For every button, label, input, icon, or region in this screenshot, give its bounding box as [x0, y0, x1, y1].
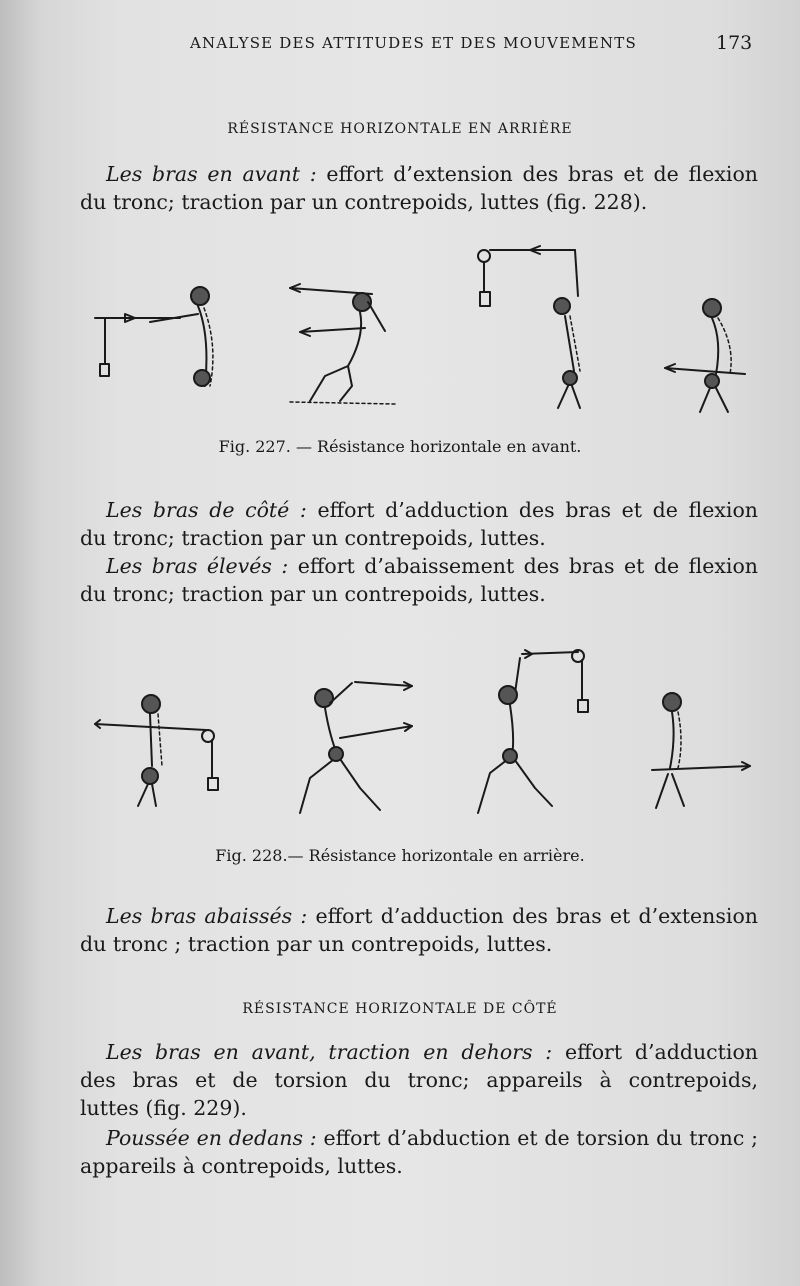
paragraph-line: Les bras en avant, traction en dehors : effort d’adduction: [106, 1040, 758, 1064]
figure-228-man-2: [300, 682, 412, 813]
figure-227-illustration: [0, 236, 800, 426]
figure-227-man-2: [290, 284, 395, 404]
section-title-arriere: RÉSISTANCE HORIZONTALE EN ARRIÈRE: [227, 121, 573, 137]
figure-228-illustration: [0, 638, 800, 828]
figure-227-caption: Fig. 227. — Résistance horizontale en avant.: [218, 437, 582, 456]
paragraph-bras-eleves: [80, 552, 758, 608]
paragraph-line: Les bras en avant : effort d’extension des bras et de flexion: [106, 162, 759, 186]
figure-228-man-3: [478, 650, 588, 813]
paragraph-line: des bras et de torsion du tronc; appareils à contrepoids,: [80, 1068, 758, 1092]
figure-227-man-3: [478, 246, 580, 408]
figure-228-man-4: [652, 693, 750, 808]
paragraph-line: Les bras de côté : effort d’adduction des bras et de flexion: [106, 498, 758, 522]
paragraph-line: appareils à contrepoids, luttes.: [80, 1154, 403, 1178]
paragraph-line: du tronc; traction par un contrepoids, luttes.: [80, 526, 546, 550]
paragraph-bras-de-cote: [80, 496, 758, 552]
paragraph-line: luttes (fig. 229).: [80, 1096, 247, 1120]
paragraph-line: du tronc ; traction par un contrepoids, luttes.: [80, 932, 553, 956]
paragraph-line: Les bras élevés : effort d’abaissement des bras et de flexion: [106, 554, 758, 578]
page-number: 173: [716, 32, 753, 54]
paragraph-bras-abaisses: [80, 902, 758, 958]
running-header: ANALYSE DES ATTITUDES ET DES MOUVEMENTS: [190, 34, 637, 52]
figure-228-man-1: [95, 695, 218, 806]
figure-227-man-4: [665, 299, 745, 412]
paragraph-line: Poussée en dedans : effort d’abduction et de torsion du tronc ;: [106, 1126, 758, 1150]
figure-227-man-1: [95, 287, 213, 386]
paragraph-bras-en-avant: [80, 160, 758, 216]
paragraph-line: du tronc; traction par un contrepoids, luttes (fig. 228).: [80, 190, 648, 214]
paragraph-poussee-en-dedans: [80, 1124, 758, 1180]
paragraph-traction-en-dehors: [80, 1038, 758, 1122]
figure-228-caption: Fig. 228.— Résistance horizontale en arrière.: [215, 846, 585, 865]
section-title-de-cote: RÉSISTANCE HORIZONTALE DE CÔTÉ: [242, 1001, 558, 1017]
paragraph-line: du tronc; traction par un contrepoids, luttes.: [80, 582, 546, 606]
paragraph-line: Les bras abaissés : effort d’adduction des bras et d’extension: [106, 904, 759, 928]
